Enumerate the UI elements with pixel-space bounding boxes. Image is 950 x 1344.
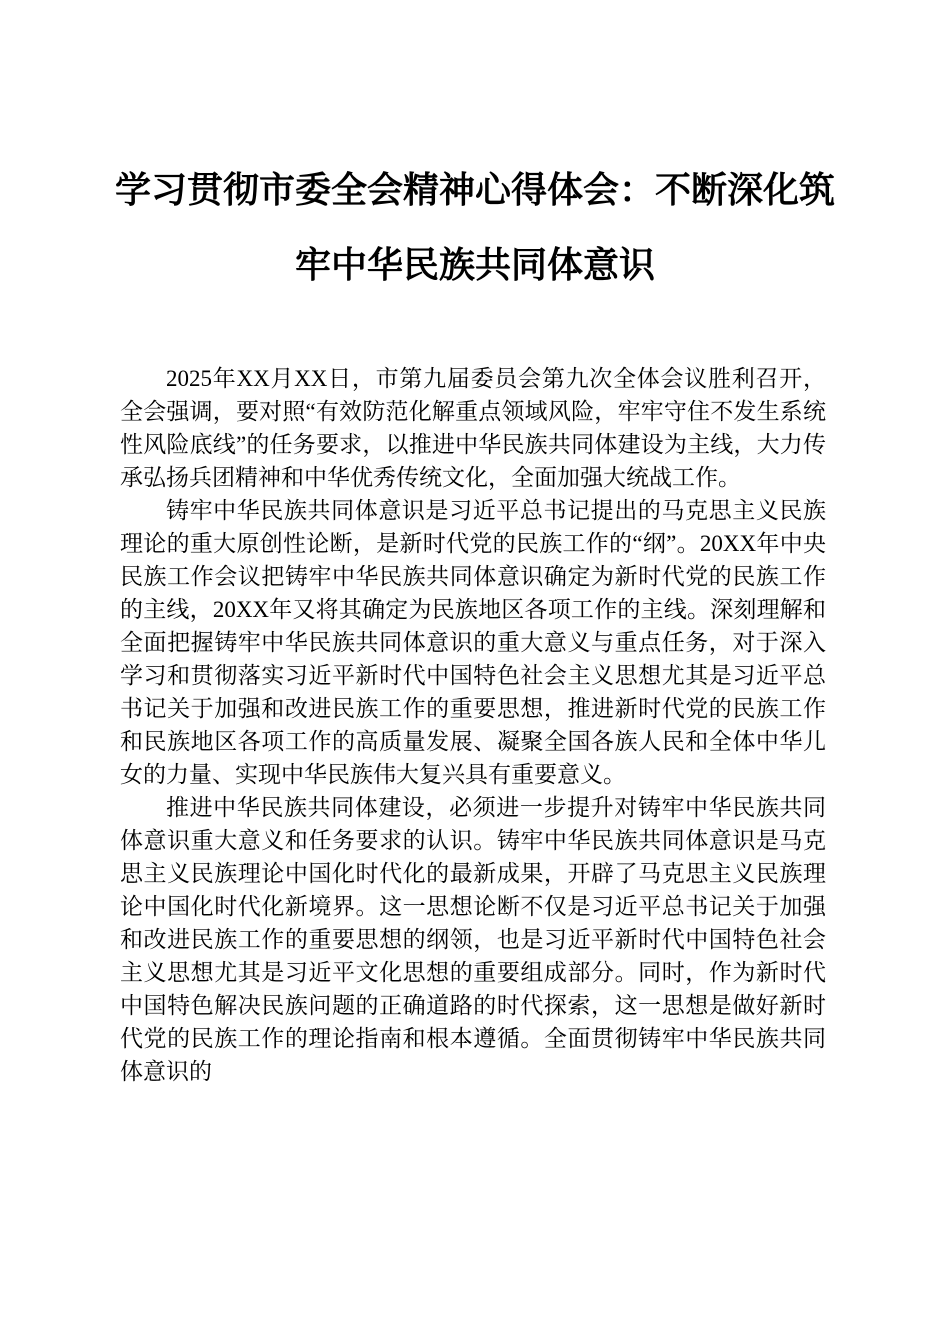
paragraph-2: 铸牢中华民族共同体意识是习近平总书记提出的马克思主义民族理论的重大原创性论断，是新时代党的民族工作的“纲”。20XX年中央民族工作会议把铸牢中华民族共同体意识确定为新时代党的民族工作的主线，20XX年又将其确定为民族地区各项工作的主线。深刻理解和全面把握铸牢中华民族共同体意识的重大意义与重点任务，对于深入学习和贯彻落实习近平新时代中国特色社会主义思想尤其是习近平总书记关于加强和改进民族工作的重要思想，推进新时代党的民族工作和民族地区各项工作的高质量发展、凝聚全国各族人民和全体中华儿女的力量、实现中华民族伟大复兴具有重要意义。 [120,498,826,787]
document-title-line-2: 牢中华民族共同体意识 [294,244,655,286]
document-title-line-1: 学习贯彻市委全会精神心得体会：不断深化筑 [114,169,835,211]
paragraph-3: 推进中华民族共同体建设，必须进一步提升对铸牢中华民族共同体意识重大意义和任务要求的认识。铸牢中华民族共同体意识是马克思主义民族理论中国化时代化的最新成果，开辟了马克思主义民族理论中国化时代化新境界。这一思想论断不仅是习近平总书记关于加强和改进民族工作的重要思想的纲领，也是习近平新时代中国特色社会主义思想尤其是习近平文化思想的重要组成部分。同时，作为新时代中国特色解决民族问题的正确道路的时代探索，这一思想是做好新时代党的民族工作的理论指南和根本遵循。全面贯彻铸牢中华民族共同体意识的 [120,795,826,1084]
paragraph-1: 2025年XX月XX日，市第九届委员会第九次全体会议胜利召开，全会强调，要对照“有效防范化解重点领域风险，牢牢守住不发生系统性风险底线”的任务要求，以推进中华民族共同体建设为主线，大力传承弘扬兵团精神和中华优秀传统文化，全面加强大统战工作。 [120,366,826,490]
document-body [120,362,826,1088]
